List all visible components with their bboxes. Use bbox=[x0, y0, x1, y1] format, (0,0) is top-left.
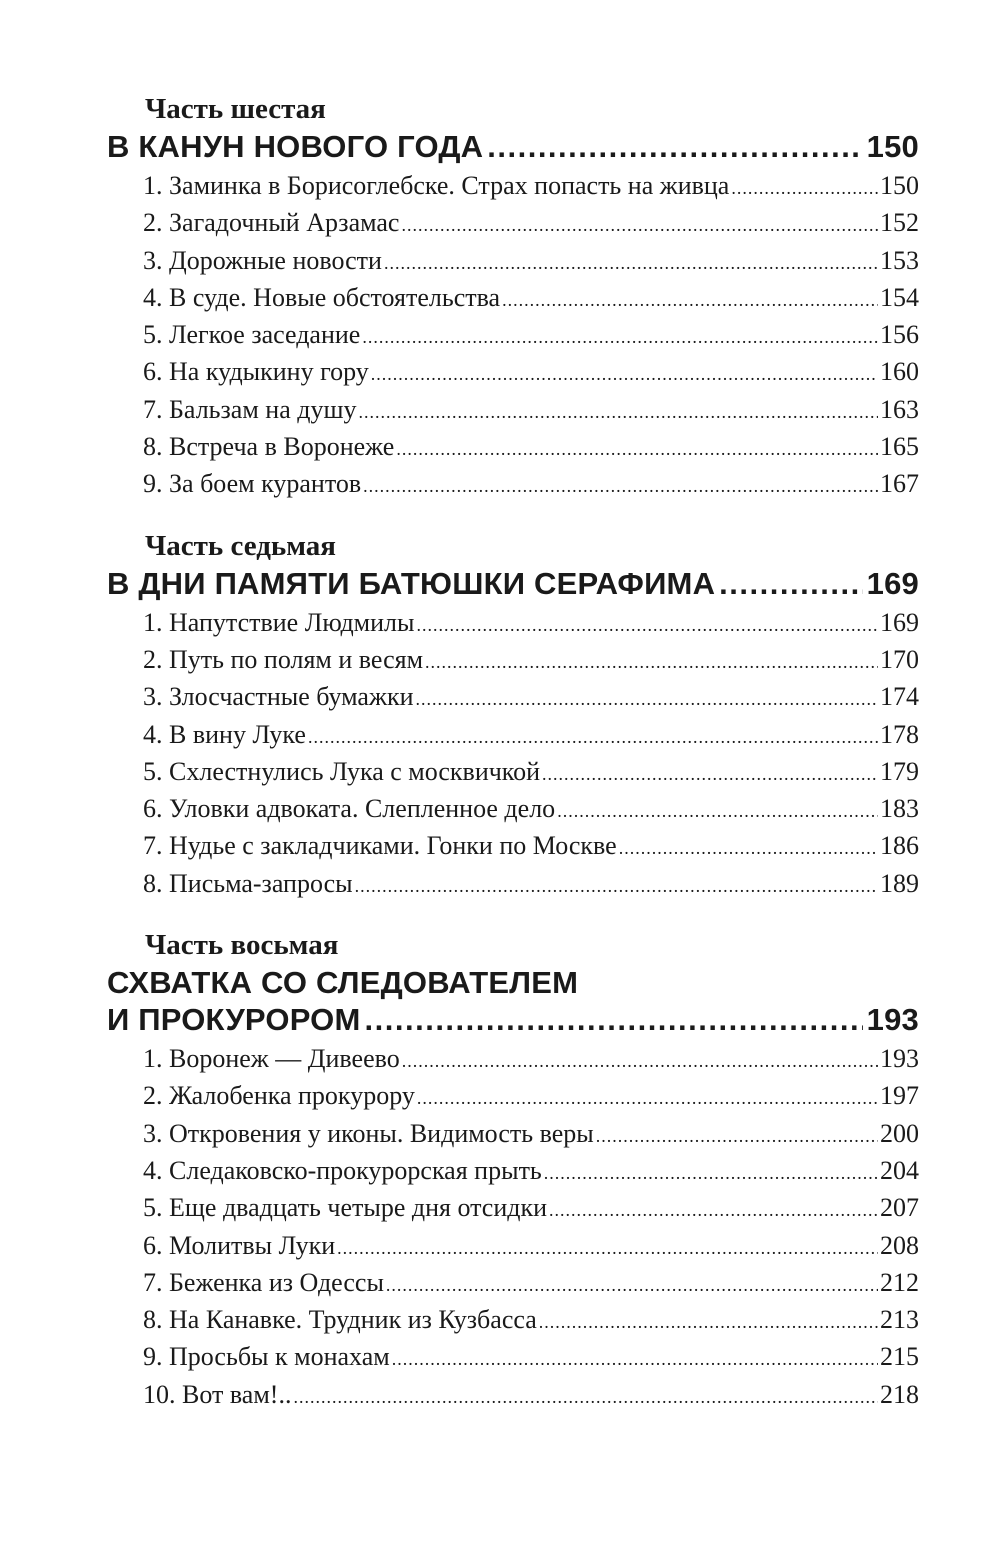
page-number: 208 bbox=[880, 1230, 919, 1260]
chapter-label: 2. Жалобенка прокурору bbox=[143, 1081, 415, 1111]
list-item[interactable] bbox=[143, 1227, 919, 1264]
page-number: 169 bbox=[866, 565, 919, 601]
page-number: 160 bbox=[880, 357, 919, 387]
page-number: 150 bbox=[880, 171, 919, 200]
dot-leader bbox=[401, 207, 878, 244]
dot-leader bbox=[355, 868, 878, 905]
part-title[interactable] bbox=[107, 964, 919, 1038]
page-number: 178 bbox=[880, 719, 919, 749]
chapter-label: 7. Беженка из Одессы bbox=[143, 1267, 384, 1297]
list-item[interactable] bbox=[143, 465, 919, 502]
dot-leader bbox=[416, 681, 879, 718]
chapter-label: 1. Заминка в Борисоглебске. Страх попасть на живца bbox=[143, 171, 730, 200]
page-number: 156 bbox=[880, 320, 919, 350]
section-part-six bbox=[107, 90, 919, 503]
section-gap bbox=[107, 503, 919, 527]
dot-leader bbox=[542, 756, 878, 793]
chapter-label: 3. Злосчастные бумажки bbox=[143, 682, 414, 712]
chapter-label: 9. За боем курантов bbox=[143, 469, 362, 499]
dot-leader bbox=[371, 356, 878, 393]
dot-leader bbox=[731, 170, 878, 207]
chapter-label: 10. Вот вам!.. bbox=[143, 1379, 292, 1409]
page-number: 193 bbox=[866, 1002, 919, 1038]
chapter-label: 5. Схлестнулись Лука с москвичкой bbox=[143, 756, 541, 786]
chapter-label: 9. Просьбы к монахам bbox=[143, 1342, 390, 1372]
chapter-label: 1. Воронеж — Дивеево bbox=[143, 1044, 400, 1074]
list-item[interactable] bbox=[143, 167, 919, 204]
page-number: 167 bbox=[880, 469, 919, 499]
chapter-label: 8. Письма-запросы bbox=[143, 868, 353, 898]
dot-leader bbox=[544, 1155, 878, 1192]
list-item[interactable] bbox=[143, 242, 919, 279]
chapter-label: 4. В суде. Новые обстоятельства bbox=[143, 282, 501, 312]
dot-leader bbox=[359, 394, 879, 431]
list-item[interactable] bbox=[143, 353, 919, 390]
chapter-label: 6. Молитвы Луки bbox=[143, 1230, 336, 1260]
dot-leader bbox=[719, 565, 863, 602]
list-item[interactable] bbox=[143, 1040, 919, 1077]
page-number: 186 bbox=[880, 831, 919, 861]
list-item[interactable] bbox=[143, 790, 919, 827]
dot-leader bbox=[386, 1267, 878, 1304]
chapter-list bbox=[107, 1040, 919, 1413]
list-item[interactable] bbox=[143, 716, 919, 753]
chapter-label: 7. Нудье с закладчиками. Гонки по Москве bbox=[143, 831, 617, 861]
page-number: 189 bbox=[880, 868, 919, 898]
page-number: 193 bbox=[880, 1044, 919, 1074]
part-title-text: В ДНИ ПАМЯТИ БАТЮШКИ СЕРАФИМА bbox=[107, 565, 716, 601]
dot-leader bbox=[619, 830, 878, 867]
part-label: Часть шестая bbox=[145, 93, 326, 125]
dot-leader bbox=[596, 1118, 878, 1155]
dot-leader bbox=[363, 468, 878, 505]
page-number: 153 bbox=[880, 245, 919, 275]
page-number: 163 bbox=[880, 394, 919, 424]
dot-leader bbox=[396, 431, 878, 468]
chapter-label: 1. Напутствие Людмилы bbox=[143, 607, 415, 637]
list-item[interactable] bbox=[143, 641, 919, 678]
chapter-label: 3. Дорожные новости bbox=[143, 245, 382, 275]
page-number: 174 bbox=[880, 682, 919, 712]
part-title[interactable] bbox=[107, 565, 919, 602]
page-number: 183 bbox=[880, 794, 919, 824]
part-title[interactable] bbox=[107, 128, 919, 165]
chapter-list bbox=[107, 604, 919, 902]
page-number: 207 bbox=[880, 1193, 919, 1223]
list-item[interactable] bbox=[143, 316, 919, 353]
list-item[interactable] bbox=[143, 1189, 919, 1226]
list-item[interactable] bbox=[143, 678, 919, 715]
list-item[interactable] bbox=[143, 1338, 919, 1375]
dot-leader bbox=[308, 719, 878, 756]
dot-leader bbox=[549, 1192, 878, 1229]
list-item[interactable] bbox=[143, 1264, 919, 1301]
list-item[interactable] bbox=[143, 428, 919, 465]
chapter-label: 2. Загадочный Арзамас bbox=[143, 208, 400, 238]
section-gap bbox=[107, 902, 919, 926]
list-item[interactable] bbox=[143, 204, 919, 241]
page-number: 150 bbox=[866, 129, 919, 164]
page-number: 213 bbox=[880, 1305, 919, 1335]
list-item[interactable] bbox=[143, 1115, 919, 1152]
chapter-label: 3. Откровения у иконы. Видимость веры bbox=[143, 1118, 594, 1148]
page-number: 197 bbox=[880, 1081, 919, 1111]
section-part-seven bbox=[107, 527, 919, 902]
chapter-label: 4. В вину Луке bbox=[143, 719, 306, 749]
dot-leader bbox=[365, 1001, 863, 1038]
chapter-label: 7. Бальзам на душу bbox=[143, 394, 357, 424]
section-part-eight bbox=[107, 926, 919, 1413]
dot-leader bbox=[362, 319, 878, 356]
list-item[interactable] bbox=[143, 1077, 919, 1114]
page-number: 179 bbox=[880, 756, 919, 786]
dot-leader bbox=[487, 128, 862, 165]
list-item[interactable] bbox=[143, 827, 919, 864]
page-number: 200 bbox=[880, 1118, 919, 1148]
chapter-label: 6. Уловки адвоката. Слепленное дело bbox=[143, 794, 556, 824]
part-title-text: В КАНУН НОВОГО ГОДА bbox=[107, 129, 484, 164]
page-number: 154 bbox=[880, 282, 919, 312]
list-item[interactable] bbox=[143, 1376, 919, 1413]
page-number: 169 bbox=[880, 607, 919, 637]
list-item[interactable] bbox=[143, 1152, 919, 1189]
page-number: 170 bbox=[880, 644, 919, 674]
page-number: 152 bbox=[880, 208, 919, 238]
table-of-contents bbox=[107, 90, 919, 1413]
chapter-label: 4. Следаковско-прокурорская прыть bbox=[143, 1155, 542, 1185]
dot-leader bbox=[293, 1379, 878, 1416]
chapter-label: 2. Путь по полям и весям bbox=[143, 644, 424, 674]
list-item[interactable] bbox=[143, 1301, 919, 1338]
chapter-label: 5. Еще двадцать четыре дня отсидки bbox=[143, 1193, 548, 1223]
part-title-line2: И ПРОКУРОРОМ bbox=[107, 1002, 361, 1038]
list-item[interactable] bbox=[143, 604, 919, 641]
dot-leader bbox=[384, 245, 878, 282]
dot-leader bbox=[425, 644, 878, 681]
part-label: Часть восьмая bbox=[145, 929, 339, 962]
dot-leader bbox=[539, 1304, 878, 1341]
page-number: 165 bbox=[880, 432, 919, 462]
page-number: 212 bbox=[880, 1267, 919, 1297]
dot-leader bbox=[416, 607, 878, 644]
dot-leader bbox=[392, 1341, 878, 1378]
dot-leader bbox=[502, 282, 878, 319]
page-number: 218 bbox=[880, 1379, 919, 1409]
chapter-list bbox=[107, 167, 919, 503]
page-number: 215 bbox=[880, 1342, 919, 1372]
list-item[interactable] bbox=[143, 391, 919, 428]
chapter-label: 8. На Канавке. Трудник из Кузбасса bbox=[143, 1305, 537, 1335]
chapter-label: 8. Встреча в Воронеже bbox=[143, 432, 395, 462]
dot-leader bbox=[417, 1080, 878, 1117]
chapter-label: 6. На кудыкину гору bbox=[143, 357, 369, 387]
list-item[interactable] bbox=[143, 279, 919, 316]
part-title-line2-row bbox=[107, 1001, 919, 1038]
dot-leader bbox=[557, 793, 878, 830]
dot-leader bbox=[402, 1043, 878, 1080]
list-item[interactable] bbox=[143, 865, 919, 902]
dot-leader bbox=[337, 1230, 878, 1267]
part-title-line1: СХВАТКА СО СЛЕДОВАТЕЛЕМ bbox=[107, 965, 579, 1001]
list-item[interactable] bbox=[143, 753, 919, 790]
chapter-label: 5. Легкое заседание bbox=[143, 320, 361, 350]
part-label: Часть седьмая bbox=[145, 529, 336, 562]
page-number: 204 bbox=[880, 1155, 919, 1185]
